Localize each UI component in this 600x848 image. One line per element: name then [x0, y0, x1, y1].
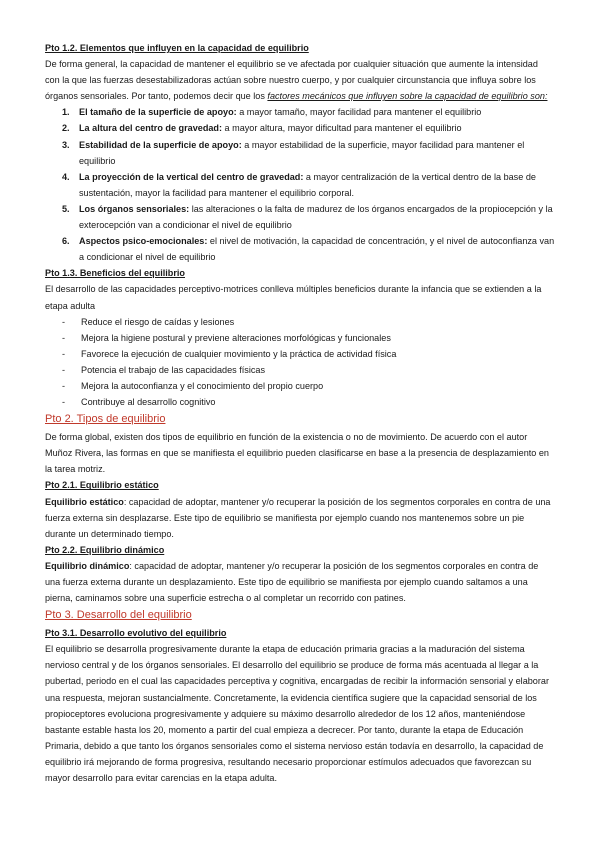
section-2-title: Pto 2. Tipos de equilibrio: [45, 413, 166, 426]
document-page: [45, 40, 555, 786]
section-1-2-title: Pto 1.2. Elementos que influyen en la capacidad de equilibrio: [45, 43, 309, 53]
list-item: - Mejora la higiene postural y previene alteraciones morfológicas y funcionales: [62, 332, 391, 343]
section-3-1-text: El equilibrio se desarrolla progresivamente durante la etapa de educación primaria gracias a la maduración del sistema nervioso central y de los órganos sensoriales. El desarrollo del equilibrio se produce de forma más acentuada al llegar a la pubertad, periodo en el cual las capacidades perceptiva y cognitiva, encargadas de recibir la información sensorial y elaborar una respuesta, mejoran sustancialmente. Concretamente, la evidencia científica sugiere que la capacidad sensorial de los propioceptores evoluciona progresivamente y adquiere su máximo desarrollo alrededor de los 12 años, manteniéndose bastante estable hasta los 20, momento a partir del cual empieza a decrecer. Por tanto, durante la etapa de Educación Primaria, debido a que tanto los órganos sensoriales como el sistema nervioso están todavía en desarrollo, la capacidad de equilibrio irá mejorando de forma progresiva, resultando necesario proporcionar estímulos adecuados que favorezcan su mayor desarrollo para evitar carencias en la etapa adulta.: [45, 644, 549, 784]
list-item: - Potencia el trabajo de las capacidades físicas: [62, 364, 266, 375]
list-item: 1. El tamaño de la superficie de apoyo: a mayor tamaño, mayor facilidad para mantener el equilibrio: [62, 107, 482, 118]
section-2-1-text: Equilibrio estático: capacidad de adoptar, mantener y/o recuperar la posición de los segmentos corporales en contra de una fuerza externa sin desplazarse. Este tipo de equilibrio se manifiesta por ejemplo cuando nos mantenemos sobre un pie durante un determinado tiempo.: [45, 496, 551, 539]
section-3-title: Pto 3. Desarrollo del equilibrio: [45, 609, 192, 622]
section-2-2-text: Equilibrio dinámico: capacidad de adoptar, mantener y/o recuperar la posición de los segmentos corporales en contra de una fuerza externa durante un desplazamiento. Este tipo de equilibrio se manifiesta por ejemplo cuando saltamos a una pierna, caminamos sobre una superficie estrecha o al completar un recorrido con patines.: [45, 560, 539, 604]
section-1-3-title: Pto 1.3. Beneficios del equilibrio: [45, 268, 185, 279]
section-1-2-intro: De forma general, la capacidad de mantener el equilibrio se ve afectada por cualquier situación que aumente la intensidad con la que las fuerzas desestabilizadoras actúan sobre nuestro cuerpo, y por cualquier circunstancia que influya sobre los órganos sensoriales. Por tanto, podemos decir que los factores mecánicos que influyen sobre la capacidad de equilibrio son:: [45, 59, 548, 102]
list-item: 5. Los órganos sensoriales: las alteraciones o la falta de madurez de los órganos encargados de la propiocepción y la exterocepción van a condicionar el nivel de equilibrio: [62, 203, 553, 231]
section-2-text: De forma global, existen dos tipos de equilibrio en función de la existencia o no de movimiento. De acuerdo con el autor Muñoz Rivera, las formas en que se manifiesta el equilibrio pueden clasificarse en base a la presencia de desplazamiento en la tarea motriz.: [45, 432, 549, 475]
list-item: - Favorece la ejecución de cualquier movimiento y la práctica de actividad física: [62, 348, 397, 359]
list-item: - Contribuye al desarrollo cognitivo: [62, 397, 216, 408]
factors-list: [45, 104, 555, 265]
list-item: 6. Aspectos psico-emocionales: el nivel de motivación, la capacidad de concentración, y el nivel de autoconfianza van a condicionar el nivel de equilibrio: [62, 236, 555, 263]
list-item: - Reduce el riesgo de caídas y lesiones: [62, 316, 235, 327]
section-3-1-title: Pto 3.1. Desarrollo evolutivo del equilibrio: [45, 628, 227, 639]
section-2-2-title: Pto 2.2. Equilibrio dinámico: [45, 544, 165, 555]
factors-link-text: factores mecánicos que influyen sobre la capacidad de equilibrio son:: [267, 91, 548, 102]
list-item: 3. Estabilidad de la superficie de apoyo: a mayor estabilidad de la superficie, mayor facilidad para mantener el equilibrio: [62, 139, 525, 166]
list-item: 2. La altura del centro de gravedad: a mayor altura, mayor dificultad para mantener el equilibrio: [62, 123, 462, 134]
benefits-list: [45, 314, 555, 411]
list-item: 4. La proyección de la vertical del centro de gravedad: a mayor centralización de la vertical dentro de la base de sustentación, mayor la facilidad para mantener el equilibrio corporal.: [62, 171, 536, 198]
section-1-3-intro: El desarrollo de las capacidades perceptivo-motrices conlleva múltiples beneficios durante la infancia que se extienden a la etapa adulta: [45, 284, 542, 311]
section-2-1-title: Pto 2.1. Equilibrio estático: [45, 480, 159, 491]
list-item: - Mejora la autoconfianza y el conocimiento del propio cuerpo: [62, 380, 324, 391]
